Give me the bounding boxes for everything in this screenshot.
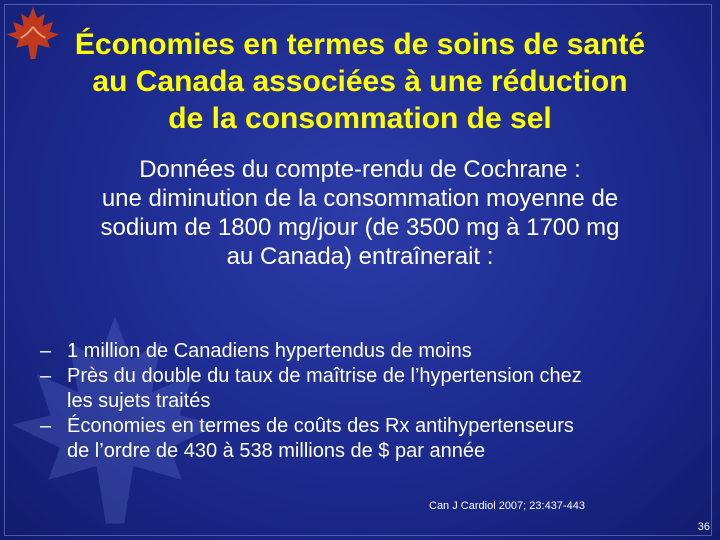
title-line: au Canada associées à une réduction [92,65,628,98]
bullet-line: Économies en termes de coûts des Rx antihypertenseurs [67,415,574,437]
intro-line: au Canada) entraînerait : [226,243,494,270]
citation: Can J Cardiol 2007; 23:437-443 [429,500,585,512]
bullet-line: Près du double du taux de maîtrise de l’hypertension chez [67,365,582,387]
bullet-item [40,414,710,464]
page-number: 36 [697,521,710,533]
bullet-item [40,339,710,364]
bullet-line: les sujets traités [67,390,211,412]
intro-line: Données du compte-rendu de Cochrane : [139,156,581,183]
bullet-list [40,339,710,464]
intro-line: sodium de 1800 mg/jour (de 3500 mg à 1700 mg [100,214,620,241]
intro-line: une diminution de la consommation moyenne de [101,185,619,212]
bullet-dash: – [40,340,52,362]
bullet-item [40,364,710,414]
slide-title [30,26,690,137]
intro-text [0,155,720,271]
title-line: Économies en termes de soins de santé [74,28,646,61]
bullet-dash: – [40,415,52,437]
bullet-dash: – [40,365,52,387]
bullet-line: 1 million de Canadiens hypertendus de moins [67,340,472,362]
title-line: de la consommation de sel [168,102,552,135]
bullet-line: de l’ordre de 430 à 538 millions de $ par année [67,440,486,462]
